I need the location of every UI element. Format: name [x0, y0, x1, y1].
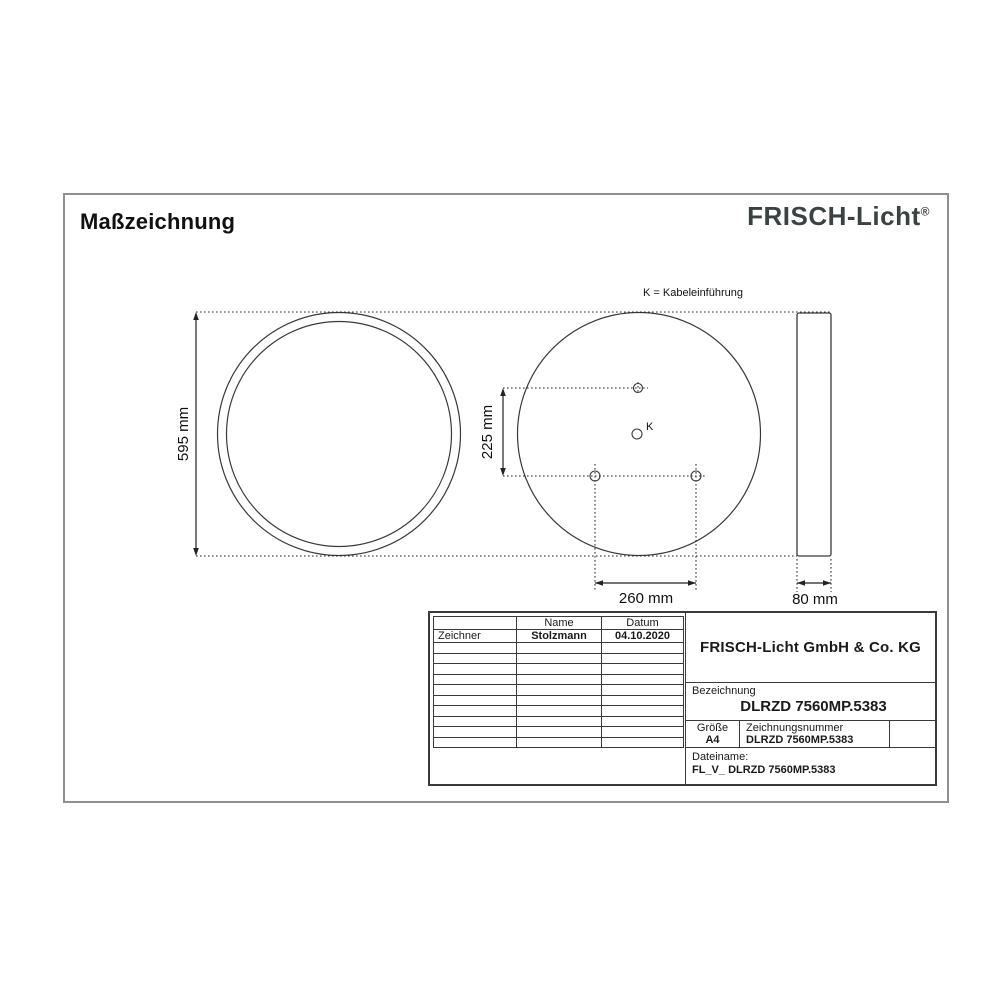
- title-block: [428, 611, 937, 786]
- header-cell-datum: Datum: [602, 617, 684, 630]
- extension-lines: [196, 312, 831, 592]
- table-empty-row: [434, 695, 684, 706]
- cable-entry-legend: K = Kabeleinführung: [643, 287, 743, 299]
- dimension-label-depth: 80 mm: [792, 591, 838, 608]
- filename-value: FL_V_ DLRZD 7560MP.5383: [692, 764, 836, 776]
- table-empty-row: [434, 727, 684, 738]
- cable-entry-marker-label: K: [646, 421, 654, 433]
- table-row-zeichner: [434, 630, 684, 643]
- front-view: [218, 313, 461, 556]
- table-empty-row: [434, 674, 684, 685]
- company-name: FRISCH-Licht GmbH & Co. KG: [686, 613, 935, 683]
- title-block-info: [686, 613, 935, 784]
- table-empty-row: [434, 664, 684, 675]
- drawing-number-cell: [740, 721, 890, 747]
- designation-value: DLRZD 7560MP.5383: [740, 698, 887, 715]
- cell-date: 04.10.2020: [602, 630, 684, 643]
- dimension-label-diameter: 595 mm: [175, 406, 192, 462]
- titleblock-empty-rows: [434, 643, 684, 748]
- filename-label: Dateiname:: [692, 751, 749, 763]
- dimension-label-hole-spacing-vertical: 225 mm: [479, 404, 496, 460]
- header-cell-empty: [434, 617, 517, 630]
- table-empty-row: [434, 653, 684, 664]
- blank-cell: [890, 721, 935, 747]
- page-title: Maßzeichnung: [80, 209, 236, 234]
- table-empty-row: [434, 643, 684, 654]
- drawing-number-value: DLRZD 7560MP.5383: [746, 734, 854, 746]
- table-empty-row: [434, 685, 684, 696]
- dimension-label-hole-spacing-horizontal: 260 mm: [618, 590, 674, 607]
- dimension-lines: [196, 314, 831, 583]
- designation-label: Bezeichnung: [692, 685, 756, 697]
- table-empty-row: [434, 716, 684, 727]
- title-block-revision-table: [430, 613, 686, 784]
- table-header-row: [434, 617, 684, 630]
- registered-trademark-icon: ®: [920, 204, 930, 219]
- designation-cell: [686, 683, 935, 721]
- size-value: A4: [705, 734, 720, 746]
- cell-role: Zeichner: [434, 630, 517, 643]
- drawing-number-label: Zeichnungsnummer: [746, 722, 844, 734]
- company-logo-text: FRISCH-Licht: [747, 201, 921, 231]
- size-cell: [686, 721, 740, 747]
- size-row: [686, 721, 935, 748]
- table-empty-row: [434, 706, 684, 717]
- filename-cell: [686, 748, 935, 784]
- side-view: [797, 313, 831, 556]
- rear-view: [518, 313, 761, 556]
- cell-name: Stolzmann: [517, 630, 602, 643]
- table-empty-row: [434, 737, 684, 748]
- size-label: Größe: [696, 722, 729, 734]
- header-cell-name: Name: [517, 617, 602, 630]
